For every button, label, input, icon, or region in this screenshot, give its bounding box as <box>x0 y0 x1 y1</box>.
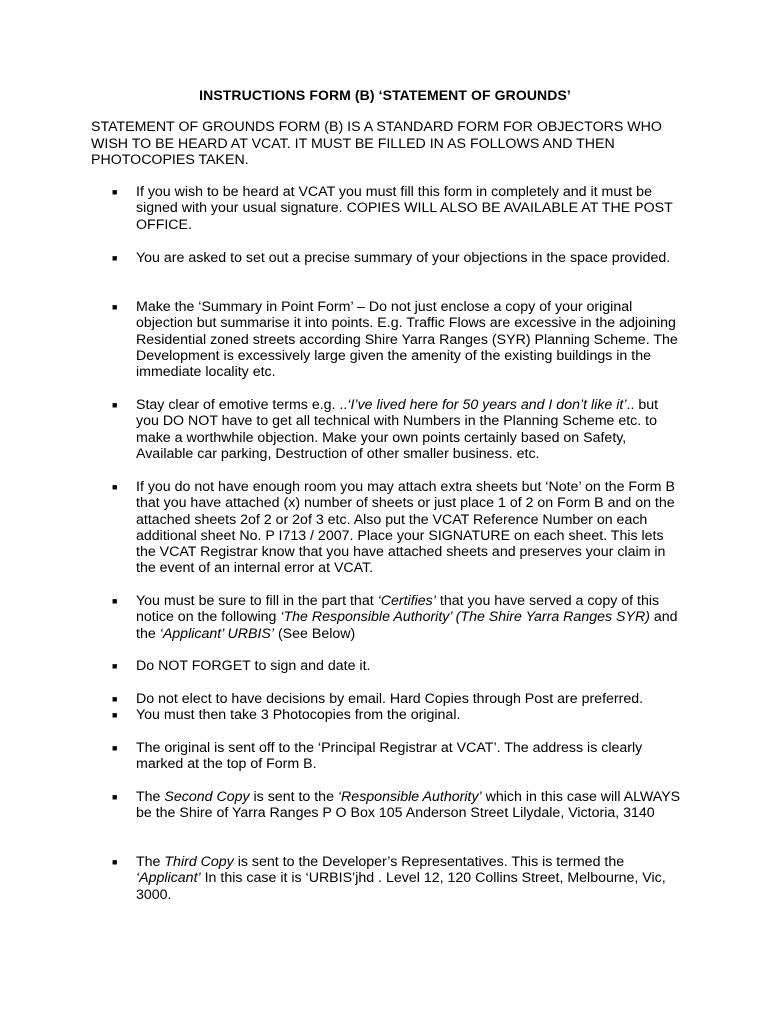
list-item-text <box>136 854 682 903</box>
bullet-marker: ■ <box>112 857 118 867</box>
list-item <box>112 250 682 266</box>
bullet-marker: ■ <box>112 253 118 263</box>
text-run: The <box>136 854 165 870</box>
text-run: If you wish to be heard at VCAT you must fill this form in completely and it must be signed with your usual signature. COPIES WILL ALSO BE AVAILABLE AT THE POST OFFICE. <box>136 184 673 233</box>
list-item <box>112 691 682 707</box>
text-run: You must be sure to fill in the part that <box>136 593 378 609</box>
bullet-marker: ■ <box>112 710 118 720</box>
italic-text: ‘Certifies’ <box>377 593 436 609</box>
list-item-text <box>136 397 682 462</box>
text-run: Do NOT FORGET to sign and date it. <box>136 658 371 674</box>
list-item <box>112 184 682 233</box>
italic-text: ‘Responsible Authority’ <box>337 789 482 805</box>
list-item <box>112 593 682 642</box>
text-run: Make the ‘Summary in Point Form’ – Do not just enclose a copy of your original objection but summarise it into points. E.g. Traffic Flows are excessive in the adjoining Residential zoned streets according Shire Yarra Ranges (SYR) Planning Scheme. The Development is excessively large given the amenity of the existing buildings in the immediate locality etc. <box>136 299 678 381</box>
bullet-marker: ■ <box>112 661 118 671</box>
bullet-marker: ■ <box>112 400 118 410</box>
list-item-text <box>136 299 682 380</box>
italic-text: ‘Applicant’ <box>136 870 201 887</box>
text-run: The original is sent off to the ‘Principal Registrar at VCAT’. The address is clearly marked at the top of Form B. <box>136 740 643 773</box>
bullet-marker: ■ <box>112 302 118 312</box>
italic-text: ‘The Responsible Authority’ (The Shire Yarra Ranges SYR) <box>280 609 650 626</box>
list-item-text <box>136 658 682 674</box>
list-item <box>112 479 682 577</box>
italic-text: ‘I’ve lived here for 50 years and I don’t like it’ <box>347 397 627 413</box>
list-item <box>112 658 682 674</box>
text-run: which in this case will ALWAYS be the Shire of Yarra Ranges P O Box 105 Anderson Street Lilydale, Victoria, 3140 <box>136 789 681 822</box>
bullet-marker: ■ <box>112 694 118 704</box>
list-item-text <box>136 479 682 577</box>
list-item-text <box>136 789 682 822</box>
intro-paragraph: STATEMENT OF GROUNDS FORM (B) IS A STANDARD FORM FOR OBJECTORS WHO WISH TO BE HEARD AT VCAT. IT MUST BE FILLED IN AS FOLLOWS AND THEN PHOTOCOPIES TAKEN. <box>91 119 662 168</box>
list-item-text <box>136 691 682 707</box>
list-item-text <box>136 707 682 723</box>
text-run: is sent to the Developer’s Representatives. This is termed the <box>233 854 625 870</box>
list-item <box>112 397 682 462</box>
italic-text: Second Copy <box>164 789 250 805</box>
text-run: (See Below) <box>274 625 356 642</box>
list-item-text <box>136 184 682 233</box>
text-run: Stay clear of emotive terms e.g. .. <box>136 397 348 413</box>
text-run: In this case it is ‘URBIS’jhd . Level 12, 120 Collins Street, Melbourne, Vic, 3000. <box>136 870 666 903</box>
text-run: and the <box>136 609 678 642</box>
italic-text: ‘Applicant’ URBIS’ <box>159 625 275 642</box>
text-run: .. but you DO NOT have to get all technical with Numbers in the Planning Scheme etc. to make a worthwhile objection. Make your own points certainly based on Safety, Available car parking, Destruction of other smaller business. etc. <box>136 397 659 462</box>
list-item <box>112 740 682 773</box>
text-run: The <box>136 789 165 805</box>
text-run: Do not elect to have decisions by email. Hard Copies through Post are preferred. <box>136 691 644 707</box>
list-item-text <box>136 250 682 266</box>
list-item <box>112 854 682 903</box>
bullet-marker: ■ <box>112 187 118 197</box>
list-item <box>112 789 682 822</box>
italic-text: Third Copy <box>164 854 234 870</box>
bullet-marker: ■ <box>112 792 118 802</box>
text-run: If you do not have enough room you may attach extra sheets but ‘Note’ on the Form B that you have attached (x) number of sheets or just place 1 of 2 on Form B and on the attached sheets 2of 2 or 2of 3 etc. Also put the VCAT Reference Number on each additional sheet No. P I713 / 2007. Place your SIGNATURE on each sheet. This lets the VCAT Registrar know that you have attached sheets and preserves your claim in the event of an internal error at VCAT. <box>136 479 675 577</box>
list-item-text <box>136 593 682 642</box>
text-run: You are asked to set out a precise summary of your objections in the space provided. <box>136 250 671 266</box>
list-item <box>112 299 682 380</box>
text-run: is sent to the <box>249 789 338 805</box>
list-item <box>112 707 682 723</box>
bullet-marker: ■ <box>112 743 118 753</box>
document-title: INSTRUCTIONS FORM (B) ‘STATEMENT OF GROUNDS’ <box>199 87 571 103</box>
text-run: that you have served a copy of this notice on the following <box>136 593 660 626</box>
list-item-text <box>136 740 682 773</box>
bullet-marker: ■ <box>112 596 118 606</box>
text-run: You must then take 3 Photocopies from the original. <box>136 707 461 723</box>
bullet-marker: ■ <box>112 482 118 492</box>
